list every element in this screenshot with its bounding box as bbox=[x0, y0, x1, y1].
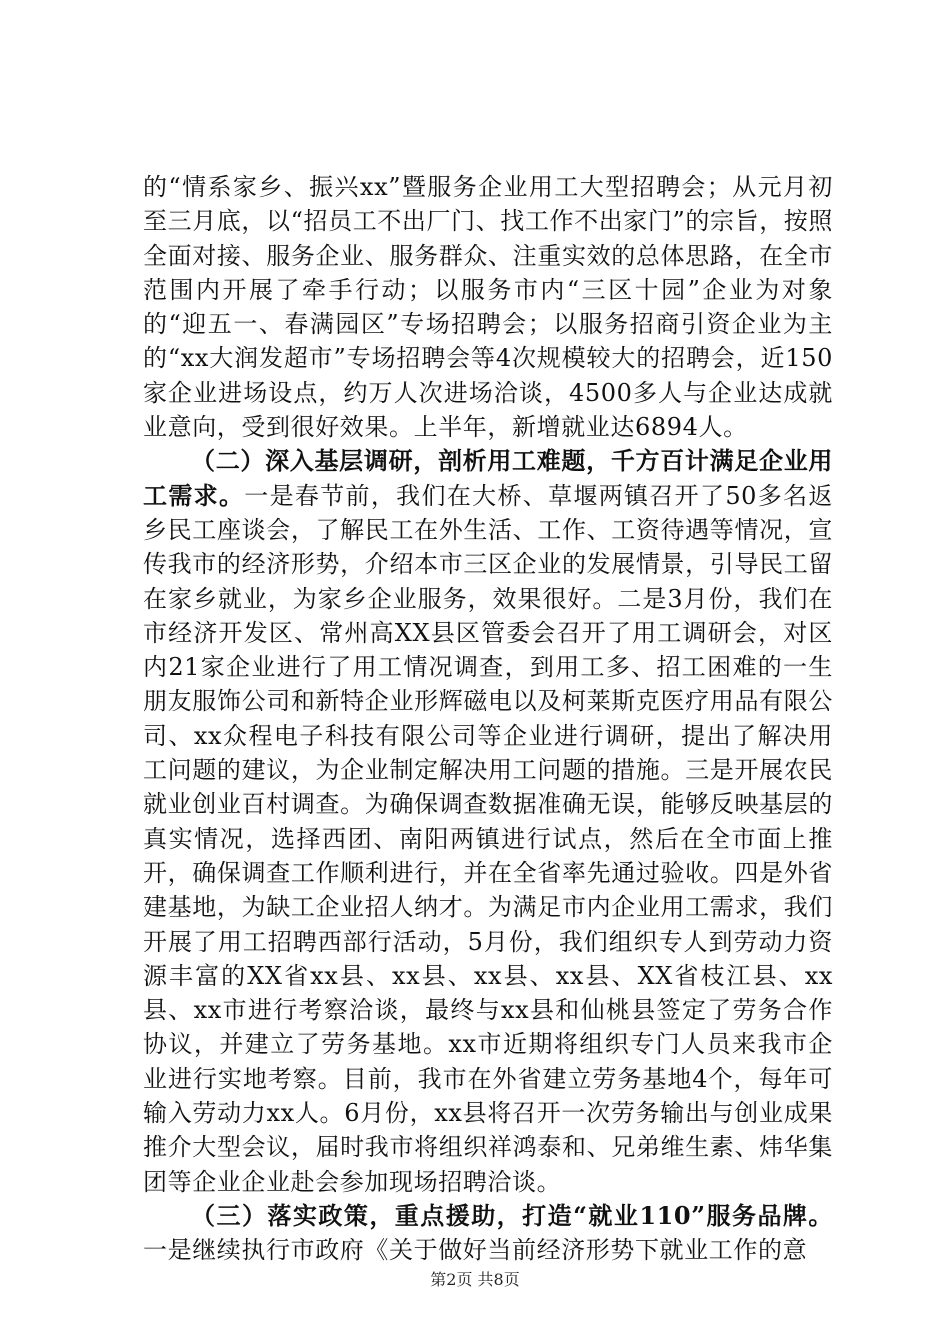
page-footer: 第2页 共8页 bbox=[430, 1270, 520, 1289]
section-heading-3: （三）落实政策，重点援助，打造“就业110”服务品牌。 bbox=[191, 1200, 833, 1230]
paragraph-1-text: 的“情系家乡、振兴xx”暨服务企业用工大型招聘会；从元月初至三月底，以“招员工不出厂门、找工作不出家门”的宗旨，按照全面对接、服务企业、服务群众、注重实效的总体思路，在全市范围内开展了牵手行动；以服务市内“三区十园”企业为对象的“迎五一、春满园区”专场招聘会；以服务招商引资企业为主的“xx大润发超市”专场招聘会等4次规模较大的招聘会，近150家企业进场设点，约万人次进场洽谈，4500多人与企业达成就业意向，受到很好效果。上半年，新增就业达6894人。 bbox=[143, 173, 833, 442]
paragraph-2-text: 一是春节前，我们在大桥、草堰两镇召开了50多名返乡民工座谈会，了解民工在外生活、工作、工资待遇等情况，宣传我市的经济形势，介绍本市三区企业的发展情景，引导民工留在家乡就业，为家乡企业服务，效果很好。二是3月份，我们在市经济开发区、常州高XX县区管委会召开了用工调研会，对区内21家企业进行了用工情况调查，到用工多、招工困难的一生朋友服饰公司和新特企业形辉磁电以及柯莱斯克医疗用品有限公司、xx众程电子科技有限公司等企业进行调研，提出了解决用工问题的建议，为企业制定解决用工问题的措施。三是开展农民就业创业百村调查。为确保调查数据准确无误，能够反映基层的真实情况，选择西团、南阳两镇进行试点，然后在全市面上推开，确保调查工作顺利进行，并在全省率先通过验收。四是外省建基地，为缺工企业招人纳才。为满足市内企业用工需求，我们开展了用工招聘西部行活动，5月份，我们组织专人到劳动力资源丰富的XX省xx县、xx县、xx县、xx县、XX省枝江县、xx县、xx市进行考察洽谈，最终与xx县和仙桃县签定了劳务合作协议，并建立了劳务基地。xx市近期将组织专门人员来我市企业进行实地考察。目前，我市在外省建立劳务基地4个，每年可输入劳动力xx人。6月份，xx县将召开一次劳务输出与创业成果推介大型会议，届时我市将组织祥鸿泰和、兄弟维生素、炜华集团等企业企业赴会参加现场招聘洽谈。 bbox=[143, 481, 834, 1196]
paragraph-1 bbox=[143, 170, 833, 444]
paragraph-2 bbox=[143, 444, 833, 1199]
paragraph-3-text: 一是继续执行市政府《关于做好当前经济形势下就业工作的意 bbox=[143, 1236, 808, 1265]
paragraph-3 bbox=[143, 1199, 833, 1268]
section-heading-2: （二）深入基层调研，剖析用工难题，千方百计满足企业用工需求。 bbox=[143, 446, 833, 510]
body-text bbox=[143, 170, 833, 1268]
